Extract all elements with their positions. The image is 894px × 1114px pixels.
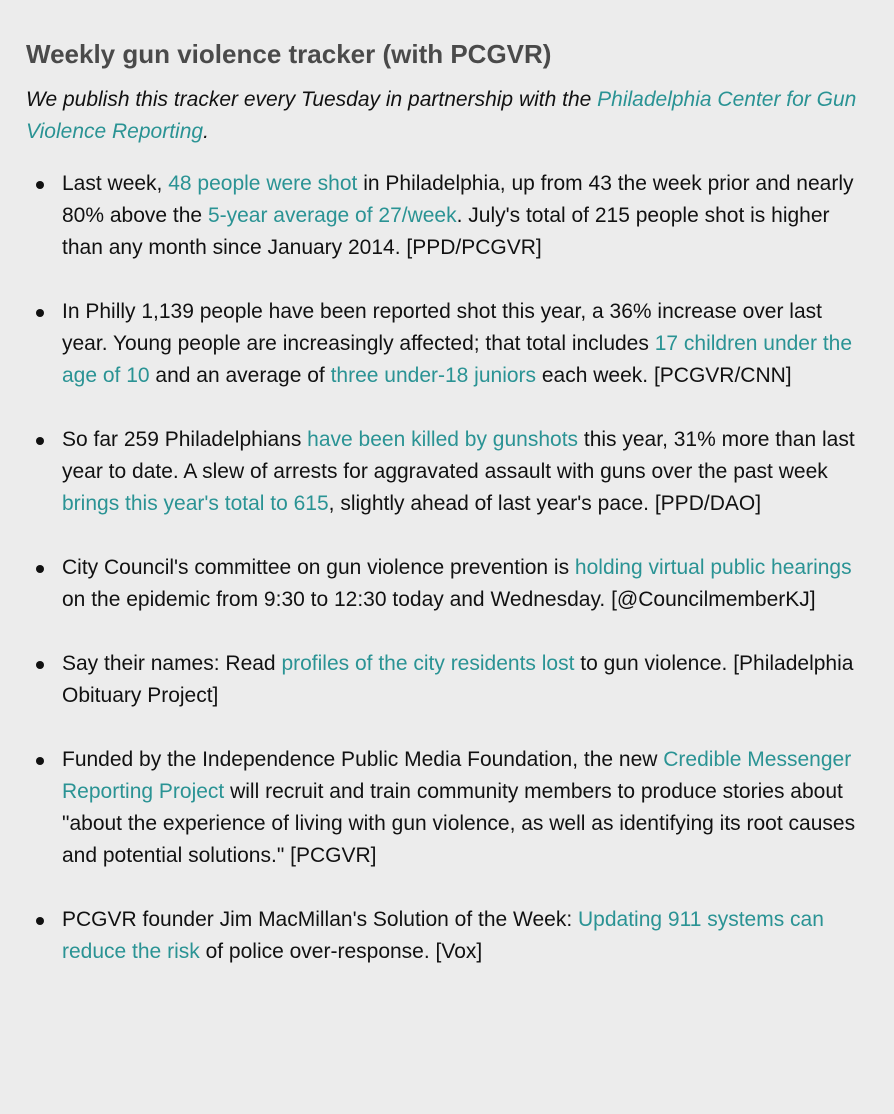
bullet-icon xyxy=(36,181,44,189)
link-killed-by-gunshots[interactable]: have been killed by gunshots xyxy=(307,428,579,451)
link-public-hearings[interactable]: holding virtual public hearings xyxy=(574,556,852,579)
list-item xyxy=(62,168,862,264)
list-item xyxy=(62,296,862,392)
item-text: on the epidemic from 9:30 to 12:30 today and Wednesday. [@CouncilmemberKJ] xyxy=(62,588,816,611)
pcgvr-link[interactable]: Philadelphia Center for Gun Violence Reporting xyxy=(26,88,857,143)
item-text: City Council's committee on gun violence prevention is xyxy=(62,556,575,579)
bullet-icon xyxy=(36,757,44,765)
link-arrests-total[interactable]: brings this year's total to 615 xyxy=(62,492,329,515)
item-text: will recruit and train community members to produce stories about "about the experience of living with gun violence, as well as identifying its root causes and potential solutions." [PCGVR] xyxy=(62,780,856,867)
list-item xyxy=(62,744,862,872)
list-item xyxy=(62,904,862,968)
list-item xyxy=(62,648,862,712)
section-title: Weekly gun violence tracker (with PCGVR) xyxy=(26,39,552,69)
item-text: this year, 31% more than last year to date. A slew of arrests for aggravated assault with guns over the past week xyxy=(62,428,855,483)
link-people-shot[interactable]: 48 people were shot xyxy=(168,172,358,195)
intro-text xyxy=(26,84,876,148)
bullet-icon xyxy=(36,917,44,925)
intro-prefix: We publish this tracker every Tuesday in partnership with the xyxy=(26,88,598,111)
link-resident-profiles[interactable]: profiles of the city residents lost xyxy=(281,652,575,675)
item-text: PCGVR founder Jim MacMillan's Solution of the Week: xyxy=(62,908,578,931)
item-text: In Philly 1,139 people have been reported shot this year, a 36% increase over last year. Young people are increasingly affected; that total includes xyxy=(62,300,822,355)
link-juniors[interactable]: three under-18 juniors xyxy=(330,364,537,387)
link-updating-911-systems[interactable]: Updating 911 systems can reduce the risk xyxy=(62,908,824,963)
item-text: , slightly ahead of last year's pace. [PPD/DAO] xyxy=(328,492,762,515)
list-item xyxy=(62,424,862,520)
bullet-icon xyxy=(36,437,44,445)
item-text: of police over-response. [Vox] xyxy=(199,940,483,963)
link-children-under-ten[interactable]: 17 children under the age of 10 xyxy=(62,332,853,387)
item-text: to gun violence. [Philadelphia Obituary Project] xyxy=(62,652,854,707)
item-text: . July's total of 215 people shot is higher than any month since January 2014. [PPD/PCGVR] xyxy=(62,204,830,259)
item-text: in Philadelphia, up from 43 the week prior and nearly 80% above the xyxy=(62,172,854,227)
link-credible-messenger-project[interactable]: Credible Messenger Reporting Project xyxy=(62,748,852,803)
item-text: So far 259 Philadelphians xyxy=(62,428,308,451)
item-text: and an average of xyxy=(149,364,331,387)
bullet-icon xyxy=(36,565,44,573)
article-section xyxy=(26,36,876,148)
news-bullet-list xyxy=(62,168,862,1000)
link-five-year-average[interactable]: 5-year average of 27/week xyxy=(207,204,457,227)
item-text: Funded by the Independence Public Media Foundation, the new xyxy=(62,748,664,771)
item-text: Last week, xyxy=(62,172,169,195)
item-text: Say their names: Read xyxy=(62,652,282,675)
list-item xyxy=(62,552,862,616)
intro-suffix: . xyxy=(203,120,209,143)
item-text: each week. [PCGVR/CNN] xyxy=(536,364,792,387)
bullet-icon xyxy=(36,309,44,317)
bullet-icon xyxy=(36,661,44,669)
